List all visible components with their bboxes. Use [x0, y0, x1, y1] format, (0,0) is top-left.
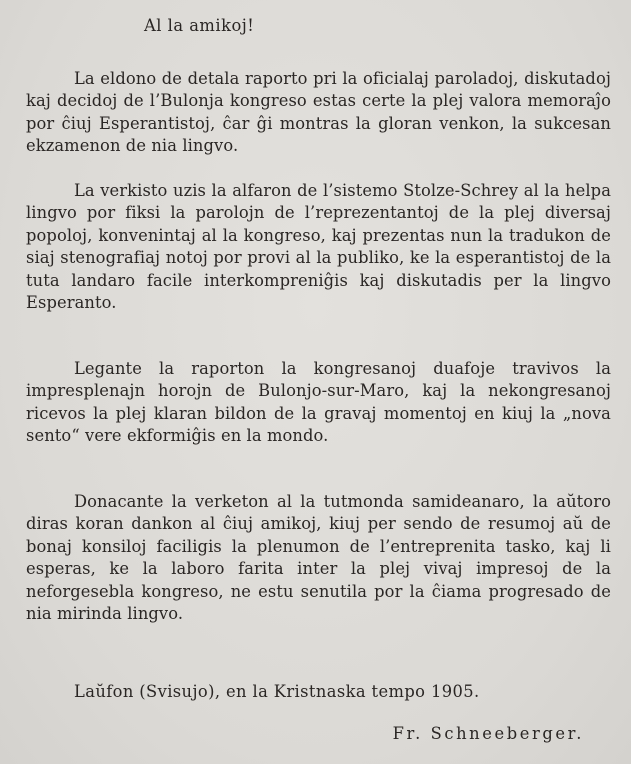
greeting: Al la amikoj! — [144, 16, 255, 35]
signature: Fr. Schneeberger. — [392, 724, 584, 743]
paragraph-1: La eldono de detala raporto pri la oficialaj paroladoj, diskutadoj kaj decidoj de l’Bulonja kongreso estas certe la plej valora memoraĵo por ĉiuj Esperantistoj, ĉar ĝi montras la gloran venkon, la sukcesan ekzamenon de nia lingvo. — [26, 69, 611, 156]
paragraph-2: La verkisto uzis la alfaron de l’sistemo Stolze-Schrey al la helpa lingvo por fiksi la parolojn de l’reprezentantoj de la plej diversaj popoloj, konvenintaj al la kongreso, kaj prezentas nun la tradukon de siaj stenografiaj notoj por provi al la publiko, ke la esperantistoj de la tuta landaro facile interkompreniĝis kaj diskutadis per la lingvo Esperanto. — [26, 181, 611, 313]
place-date-line: Laŭfon (Svisujo), en la Kristnaska tempo 1905. — [74, 682, 480, 701]
paragraph-3: Legante la raporton la kongresanoj duafoje travivos la impresplenajn horojn de Bulonjo-sur-Maro, kaj la nekongresanoj ricevos la plej klaran bildon de la gravaj momentoj en kiuj la „nova sento“ vere ekformiĝis en la mondo. — [26, 359, 611, 446]
paragraph-4: Donacante la verketon al la tutmonda samideanaro, la aŭtoro diras koran dankon al ĉiuj amikoj, kiuj per sendo de resumoj aŭ de bonaj konsiloj faciligis la plenumon de l’entreprenita tasko, kaj li esperas, ke la laboro farita inter la plej vivaj impresoj de la neforgesebla kongreso, ne estu senutila por la ĉiama progresado de nia mirinda lingvo. — [26, 492, 611, 624]
